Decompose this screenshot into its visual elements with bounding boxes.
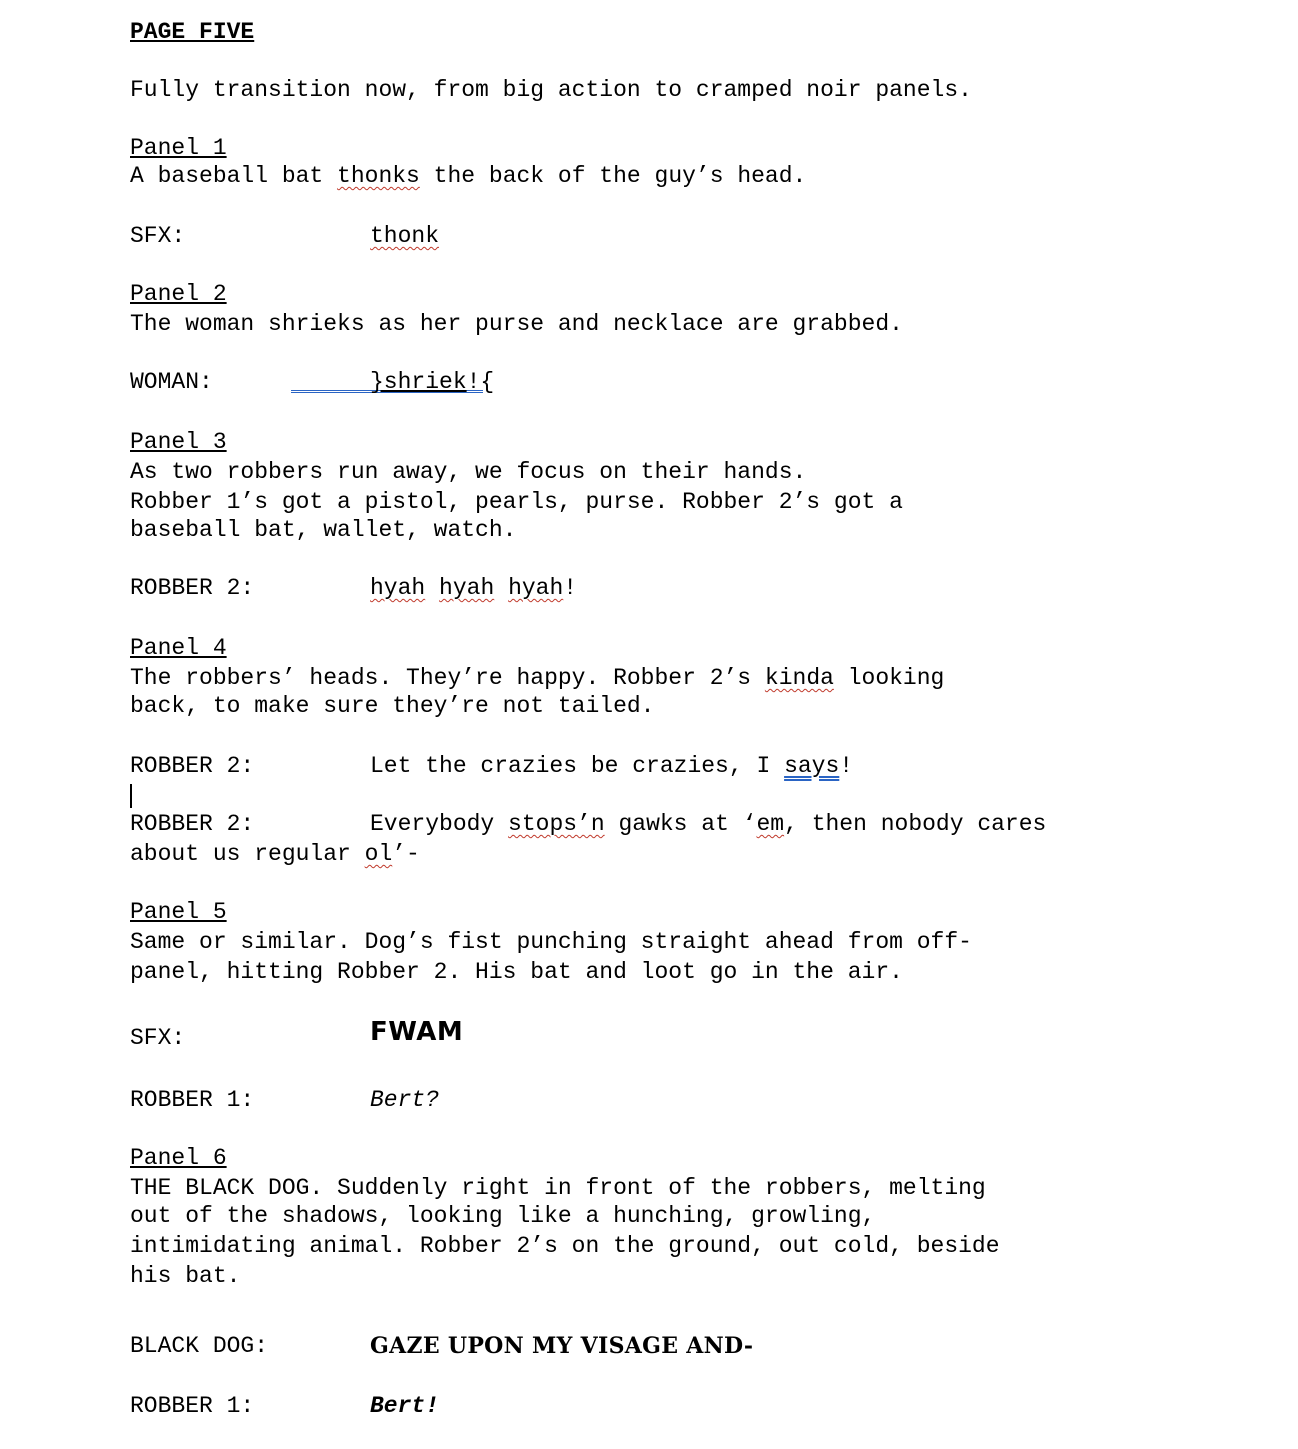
speaker-label: ROBBER 1: — [130, 1393, 255, 1419]
panel-3-description-line: baseball bat, wallet, watch. — [130, 517, 517, 543]
dialogue-text: GAZE UPON MY VISAGE AND- — [370, 1333, 754, 1359]
spell-error[interactable]: thonks — [337, 163, 420, 189]
panel-3-heading: Panel 3 — [130, 429, 227, 455]
dialogue-line — [130, 752, 1250, 782]
speaker-label: ROBBER 2: — [130, 753, 255, 779]
dialogue-text: hyah hyah hyah! — [370, 575, 578, 601]
panel-6-description-line: out of the shadows, looking like a hunching, growling, — [130, 1203, 876, 1229]
page-title: PAGE FIVE — [130, 19, 255, 45]
speaker-label: ROBBER 2: — [130, 811, 255, 837]
dialogue-line — [130, 810, 1250, 840]
dialogue-line — [130, 1392, 1250, 1422]
panel-5-heading: Panel 5 — [130, 899, 227, 925]
speaker-label: SFX: — [130, 223, 186, 249]
panel-5-description-line: panel, hitting Robber 2. His bat and loot go in the air. — [130, 959, 903, 985]
panel-3-description-line: As two robbers run away, we focus on their hands. — [130, 459, 807, 485]
dialogue-line — [130, 1332, 1250, 1362]
speaker-label: BLACK DOG: — [130, 1333, 269, 1359]
dialogue-text: }shriek!{ — [370, 369, 495, 395]
intro-paragraph: Fully transition now, from big action to cramped noir panels. — [130, 77, 972, 103]
speaker-label: ROBBER 2: — [130, 575, 255, 601]
speaker-label: SFX: — [130, 1025, 186, 1051]
sfx-text[interactable]: thonk — [370, 223, 440, 249]
text-cursor — [130, 784, 132, 808]
panel-2-heading: Panel 2 — [130, 281, 227, 307]
dialogue-line — [130, 1086, 1250, 1116]
script-document[interactable] — [130, 18, 1250, 1422]
panel-2-description: The woman shrieks as her purse and necklace are grabbed. — [130, 311, 903, 337]
panel-6-description-line: his bat. — [130, 1263, 241, 1289]
speaker-label: ROBBER 1: — [130, 1087, 255, 1113]
dialogue-line — [130, 368, 1250, 398]
dialogue-text: Bert! — [370, 1393, 440, 1419]
empty-line[interactable] — [130, 782, 1250, 810]
panel-1-heading: Panel 1 — [130, 135, 227, 161]
panel-1-description: A baseball bat thonks the back of the guy’s head. — [130, 163, 807, 189]
sfx-text: FWAM — [370, 1017, 464, 1047]
panel-4-description-line: The robbers’ heads. They’re happy. Robber 2’s kinda looking — [130, 665, 945, 691]
panel-6-description-line: intimidating animal. Robber 2’s on the ground, out cold, beside — [130, 1233, 1000, 1259]
sfx-line — [130, 1017, 1250, 1054]
dialogue-text: Bert? — [370, 1087, 440, 1113]
dialogue-continuation: about us regular ol’- — [130, 841, 420, 867]
dialogue-text: Let the crazies be crazies, I says! — [370, 753, 854, 779]
panel-4-description-line: back, to make sure they’re not tailed. — [130, 693, 655, 719]
panel-6-description-line: THE BLACK DOG. Suddenly right in front of the robbers, melting — [130, 1175, 986, 1201]
dialogue-line — [130, 574, 1250, 604]
panel-4-heading: Panel 4 — [130, 635, 227, 661]
panel-5-description-line: Same or similar. Dog’s fist punching straight ahead from off- — [130, 929, 972, 955]
sfx-line — [130, 222, 1250, 252]
speaker-label: WOMAN: — [130, 369, 213, 395]
panel-6-heading: Panel 6 — [130, 1145, 227, 1171]
dialogue-text: Everybody stops’n gawks at ‘em, then nobody cares — [370, 811, 1047, 837]
panel-3-description-line: Robber 1’s got a pistol, pearls, purse. Robber 2’s got a — [130, 489, 903, 515]
